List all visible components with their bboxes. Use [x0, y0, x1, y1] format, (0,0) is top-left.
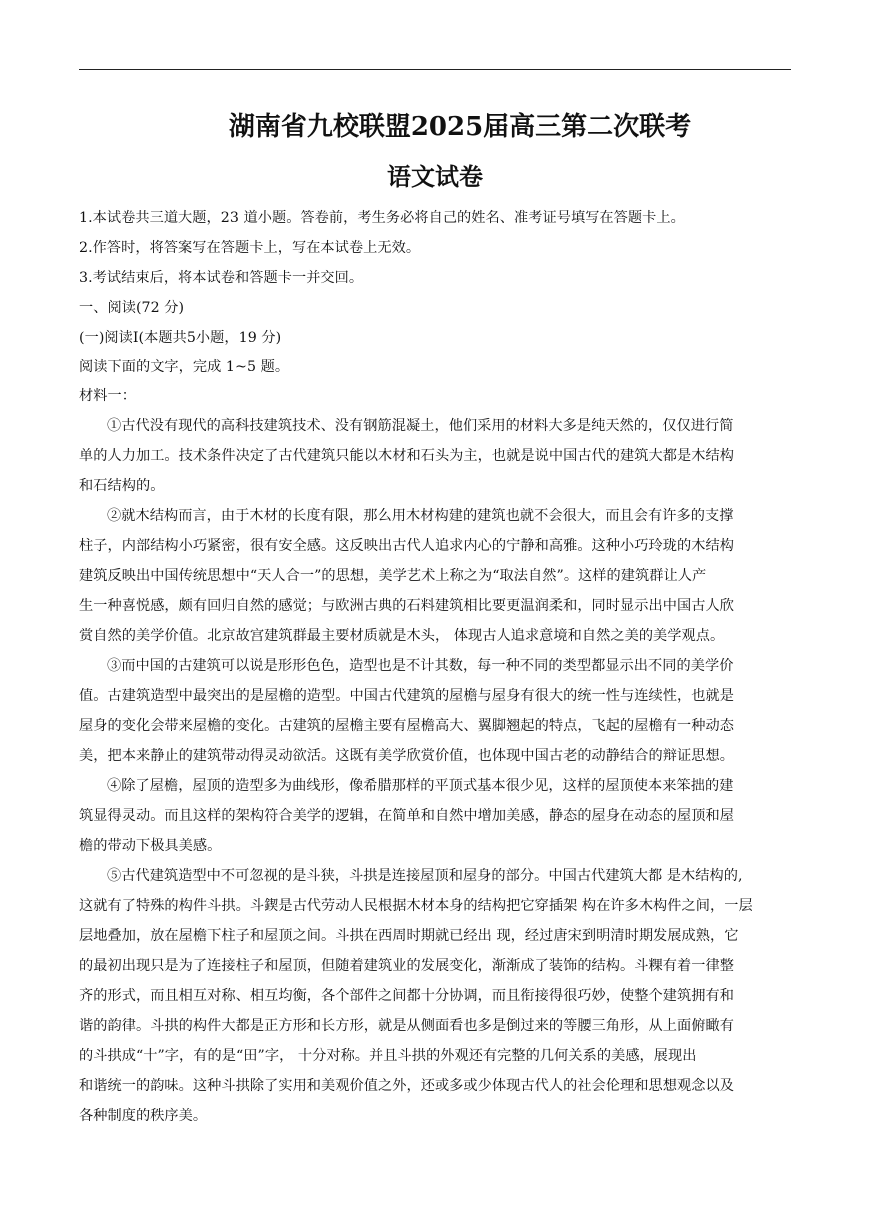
section-subheading: (一)阅读Ⅰ(本题共5小题，19 分) [79, 330, 282, 346]
instruction-1: 1.本试卷共三道大题，23 道小题。答卷前，考生务必将自己的姓名、准考证号填写在答题卡上。 [79, 210, 685, 226]
paragraph-line: 檐的带动下极具美感。 [79, 838, 222, 854]
paragraph-line: 层地叠加，放在屋檐下柱子和屋顶之间。斗拱在西周时期就已经出 现，经过唐宋到明清时期发展成熟，它 [79, 928, 739, 944]
paragraph-line: 屋身的变化会带来屋檐的变化。古建筑的屋檐主要有屋檐高大、翼脚翘起的特点，飞起的屋檐有一种动态 [79, 718, 734, 734]
exam-title: 湖南省九校联盟2025届高三第二次联考 [228, 112, 692, 142]
instruction-3: 3.考试结束后，将本试卷和答题卡一并交回。 [79, 270, 364, 286]
paragraph-line: 各种制度的秩序美。 [79, 1108, 208, 1124]
paragraph-line: 美，把本来静止的建筑带动得灵动欲活。这既有美学欣赏价值，也体现中国古老的动静结合的辩证思想。 [79, 748, 734, 764]
paragraph-line: 的最初出现只是为了连接柱子和屋顶，但随着建筑业的发展变化，渐渐成了装饰的结构。斗粿有着一律整 [79, 958, 734, 974]
paragraph-line: 赏自然的美学价值。北京故宫建筑群最主要材质就是木头， 体现古人追求意境和自然之美的美学观点。 [79, 628, 725, 644]
paragraph-line: ④除了屋檐，屋顶的造型多为曲线形，像希腊那样的平顶式基本很少见，这样的屋顶使本来笨拙的建 [107, 778, 734, 794]
paragraph-line: ②就木结构而言，由于木材的长度有限，那么用木材构建的建筑也就不会很大，而且会有许多的支撑 [107, 508, 734, 524]
paragraph-line: 柱子，内部结构小巧紧密，很有安全感。这反映出古代人追求内心的宁静和高雅。这种小巧玲珑的木结构 [79, 538, 734, 554]
paragraph-line: 建筑反映出中国传统思想中“天人合一”的思想，美学艺术上称之为“取法自然”。这样的建筑群让人产 [79, 568, 707, 584]
paragraph-line: 和石结构的。 [79, 478, 165, 494]
paragraph-line: 筑显得灵动。而且这样的架构符合美学的逻辑，在简单和自然中增加美感，静态的屋身在动态的屋顶和屋 [79, 808, 734, 824]
instruction-2: 2.作答时，将答案写在答题卡上，写在本试卷上无效。 [79, 240, 421, 256]
paragraph-line: ③而中国的古建筑可以说是形形色色，造型也是不计其数，每一种不同的类型都显示出不同的美学价 [107, 658, 734, 674]
paragraph-line: 和谐统一的韵味。这种斗拱除了实用和美观价值之外，还或多或少体现古代人的社会伦理和思想观念以及 [79, 1078, 734, 1094]
paragraph-line: 齐的形式，而且相互对称、相互均衡，各个部件之间都十分协调，而且衔接得很巧妙，使整个建筑拥有和 [79, 988, 734, 1004]
paragraph-line: 单的人力加工。技术条件决定了古代建筑只能以木材和石头为主，也就是说中国古代的建筑大都是木结构 [79, 448, 734, 464]
paragraph-line: 生一种喜悦感，颇有回归自然的感觉；与欧洲古典的石料建筑相比要更温润柔和，同时显示出中国古人欣 [79, 598, 734, 614]
reading-prompt: 阅读下面的文字，完成 1~5 题。 [79, 359, 290, 375]
paragraph-line: 值。古建筑造型中最突出的是屋檐的造型。中国古代建筑的屋檐与屋身有很大的统一性与连续性，也就是 [79, 688, 734, 704]
paragraph-line: 的斗拱成“十”字，有的是“田”字， 十分对称。并且斗拱的外观还有完整的几何关系的美感，展现出 [79, 1048, 697, 1064]
section-heading: 一、阅读(72 分) [79, 300, 185, 316]
paragraph-line: ⑤古代建筑造型中不可忽视的是斗狭，斗拱是连接屋顶和屋身的部分。中国古代建筑大都 是木结构的, [107, 868, 743, 884]
paragraph-line: ①古代没有现代的高科技建筑技术、没有钢筋混凝土，他们采用的材料大多是纯天然的，仅仅进行简 [107, 418, 734, 434]
exam-subtitle: 语文试卷 [387, 162, 483, 191]
paragraph-line: 这就有了特殊的构件斗拱。斗鍥是古代劳动人民根据木材本身的结构把它穿插架 构在许多木构件之间，一层 [79, 898, 753, 914]
header-rule [79, 69, 791, 70]
paragraph-line: 谐的韵律。斗拱的构件大都是正方形和长方形，就是从侧面看也多是倒过来的等腰三角形，从上面俯瞰有 [79, 1018, 734, 1034]
material-label: 材料一： [79, 388, 136, 404]
